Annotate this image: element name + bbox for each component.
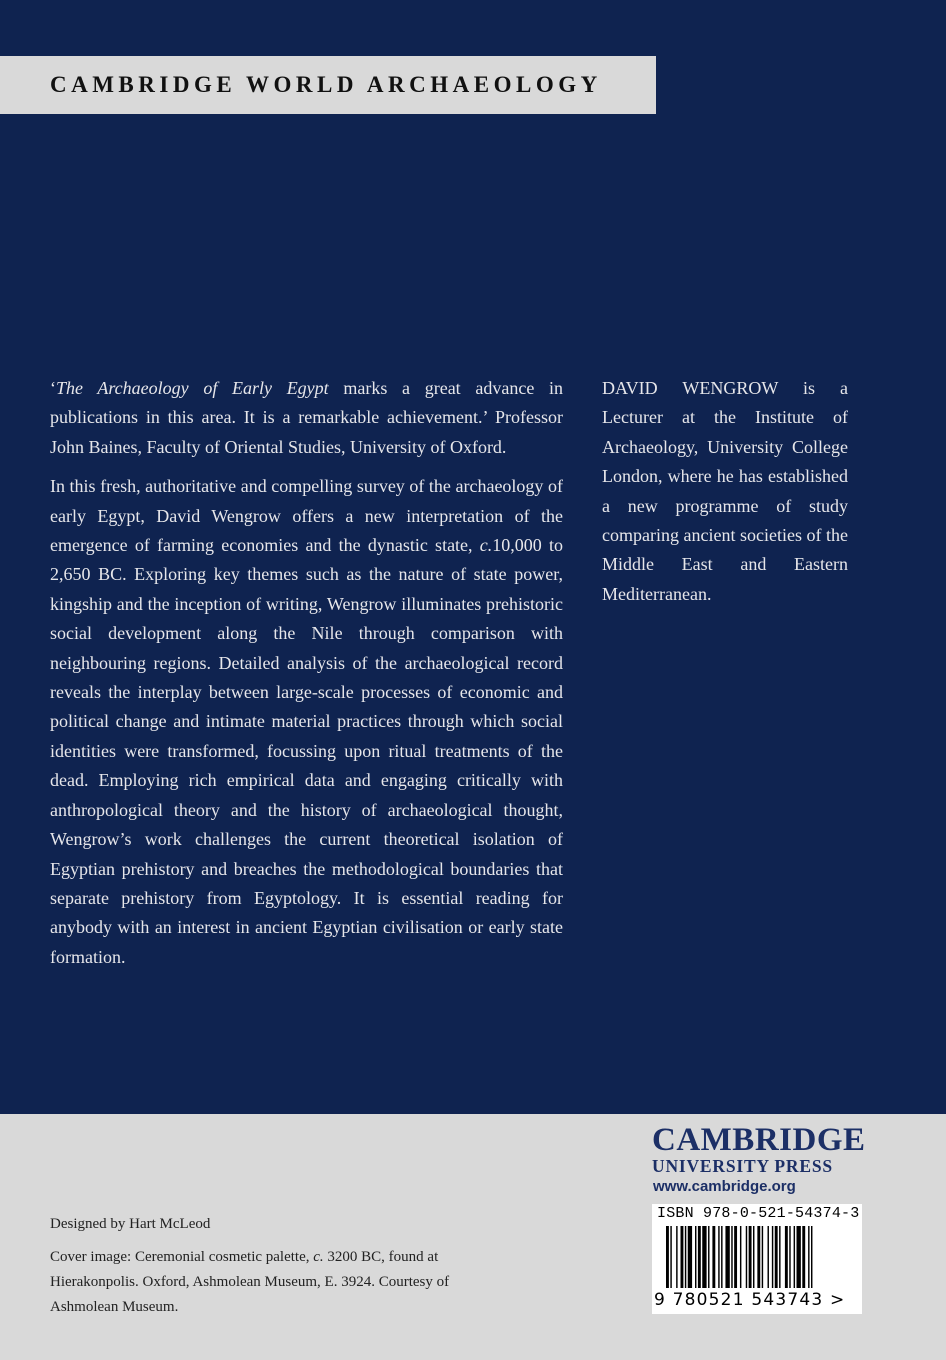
- description-part-1: In this fresh, authoritative and compelling survey of the archaeology of early Egypt, David Wengrow offers a new interpretation of the emergence of farming economies and the dynastic state,: [50, 476, 563, 556]
- description-part-2: 10,000 to 2,650 BC. Exploring key themes such as the nature of state power, kingship and the inception of writing, Wengrow illuminates prehistoric social development along the Nile through comparison with neighbouring regions. Detailed analysis of the archaeological record reveals the interplay between large-scale processes of economic and political change and intimate material practices through which social identities were transformed, focussing upon ritual treatments of the dead. Employing rich empirical data and engaging critically with anthropological theory and the history of archaeological thought, Wengrow’s work challenges the current theoretical isolation of Egyptian prehistory and breaches the methodological boundaries that separate prehistory from Egyptology. It is essential reading for anybody with an interest in ancient Egyptian civilisation or early state formation.: [50, 535, 563, 967]
- publisher-name-line-1: CAMBRIDGE: [652, 1122, 866, 1158]
- publisher-logo: [652, 1122, 872, 1176]
- cover-image-credit: [50, 1245, 470, 1320]
- series-title: CAMBRIDGE WORLD ARCHAEOLOGY: [50, 72, 602, 97]
- barcode-digits: 9 780521 543743 >: [654, 1290, 846, 1310]
- isbn-barcode: [652, 1204, 862, 1314]
- isbn-label: ISBN 978-0-521-54374-3: [657, 1205, 860, 1222]
- cover-credit-circa: c.: [313, 1249, 324, 1265]
- author-column: [602, 374, 848, 609]
- quoted-book-title: The Archaeology of Early Egypt: [56, 378, 329, 398]
- series-band: [0, 56, 656, 114]
- circa-abbrev: c.: [479, 535, 493, 556]
- quote-text: marks a great advance in publications in this area. It is a remarkable achievement.’ Professor John Baines, Faculty of Oriental Studies, University of Oxford.: [50, 378, 564, 457]
- publisher-name-line-2: UNIVERSITY PRESS: [652, 1156, 833, 1176]
- barcode-bars-icon: [652, 1226, 862, 1290]
- publisher-url[interactable]: www.cambridge.org: [653, 1178, 796, 1195]
- cover-credit-part-2: 3200 BC, found at Hierakonpolis. Oxford, Ashmolean Museum, E. 3924. Courtesy of Ashmolean Museum.: [50, 1249, 450, 1315]
- author-bio: DAVID WENGROW is a Lecturer at the Institute of Archaeology, University College London, where he has established a new programme of study comparing ancient societies of the Middle East and Eastern Mediterranean.: [602, 378, 848, 604]
- footer-band: [0, 1114, 946, 1360]
- review-quote: [50, 374, 563, 462]
- credits: [50, 1212, 470, 1328]
- book-description: [50, 472, 563, 972]
- blurb-column: [50, 374, 563, 982]
- quote-open-mark: ‘: [50, 378, 56, 398]
- designer-credit: Designed by Hart McLeod: [50, 1216, 211, 1232]
- cover-credit-part-1: Cover image: Ceremonial cosmetic palette,: [50, 1249, 314, 1265]
